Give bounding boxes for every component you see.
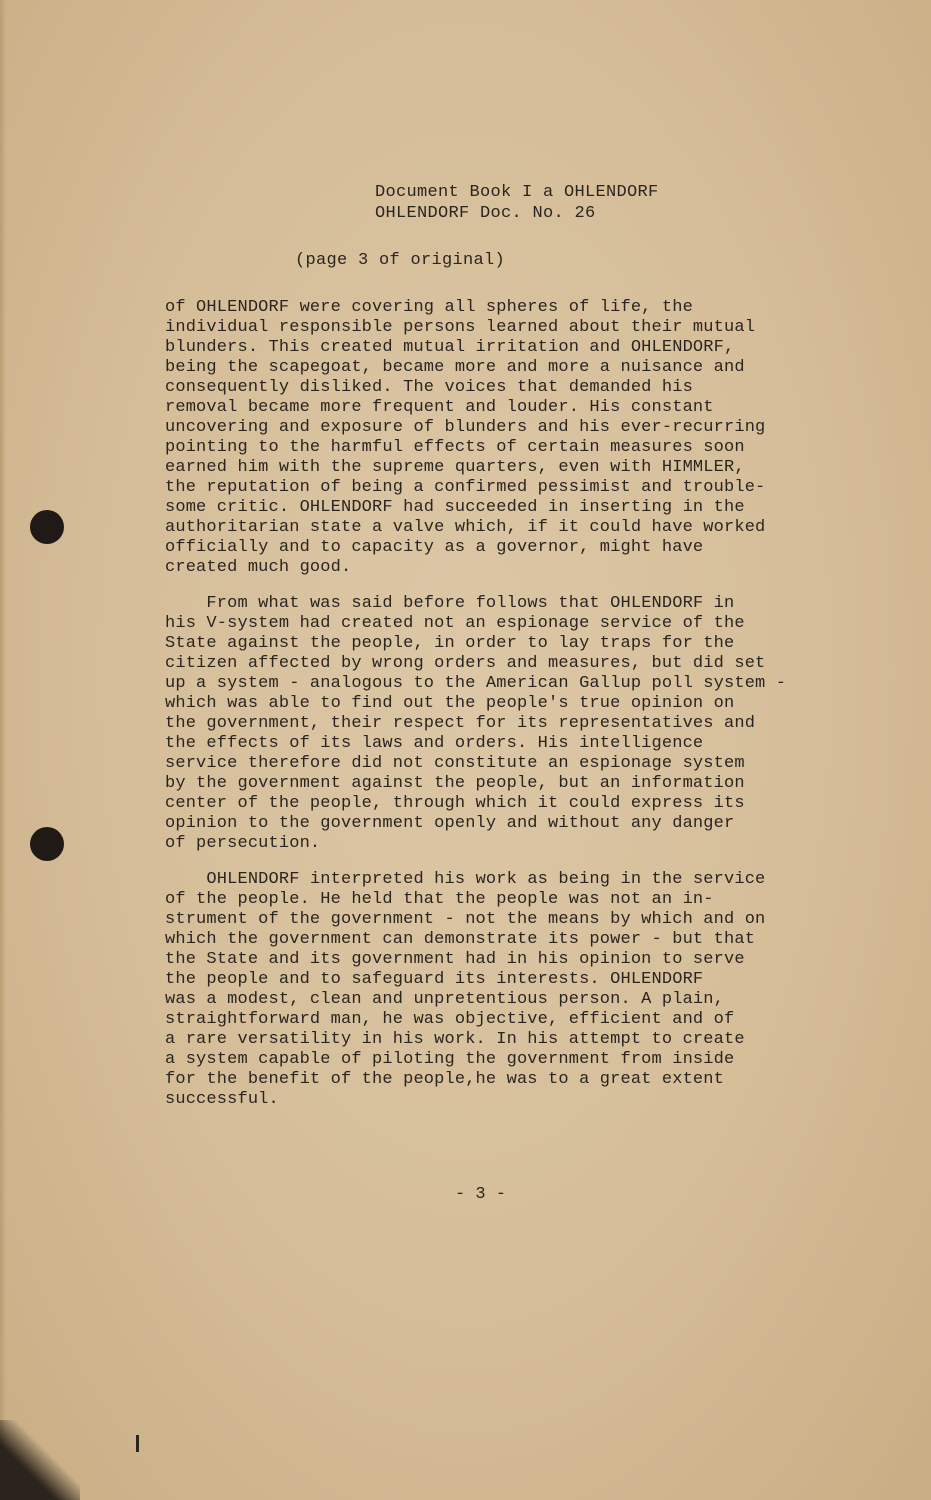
punch-hole-top [30, 510, 64, 544]
torn-corner-shadow [0, 1420, 80, 1500]
paragraph-1: of OHLENDORF were covering all spheres of life, the individual responsible persons learned about their mutual blunders. This created mutual irritation and OHLENDORF, being the scapegoat, became more and more a nuisance and consequently disliked. The voices that demanded his removal became more frequent and louder. His constant uncovering and exposure of blunders and his ever-recurring pointing to the harmful effects of certain measures soon earned him with the supreme quarters, even with HIMMLER, the reputation of being a confirmed pessimist and trouble- some critic. OHLENDORF had succeeded in inserting in the authoritarian state a valve which, if it could have worked officially and to capacity as a governor, might have created much good. [165, 298, 766, 577]
header-line-doc-number: OHLENDORF Doc. No. 26 [375, 204, 596, 223]
original-page-reference: (page 3 of original) [295, 251, 506, 270]
document-body [165, 298, 865, 1110]
punch-hole-bottom [30, 827, 64, 861]
paragraph-2: From what was said before follows that OHLENDORF in his V-system had created not an espionage service of the State against the people, in order to lay traps for the citizen affected by wrong orders and measures, but did set up a system - analogous to the American Gallup poll system - which was able to find out the people's true opinion on the government, their respect for its representatives and the effects of its laws and orders. His intelligence service therefore did not constitute an espionage system by the government against the people, but an information center of the people, through which it could express its opinion to the government openly and without any danger of persecution. [165, 594, 787, 853]
page-number: - 3 - [455, 1185, 507, 1204]
header-line-book: Document Book I a OHLENDORF [375, 183, 659, 202]
paragraph-3: OHLENDORF interpreted his work as being in the service of the people. He held that the people was not an in- strument of the government - not the means by which and on which the government can demonstrate its power - but that the State and its government had in his opinion to serve the people and to safeguard its interests. OHLENDORF was a modest, clean and unpretentious person. A plain, straightforward man, he was objective, efficient and of a rare versatility in his work. In his attempt to create a system capable of piloting the government from inside for the benefit of the people,he was to a great extent successful. [165, 870, 766, 1109]
paper-edge-shadow [0, 0, 6, 1500]
document-header [375, 182, 659, 224]
ink-mark [136, 1435, 139, 1452]
